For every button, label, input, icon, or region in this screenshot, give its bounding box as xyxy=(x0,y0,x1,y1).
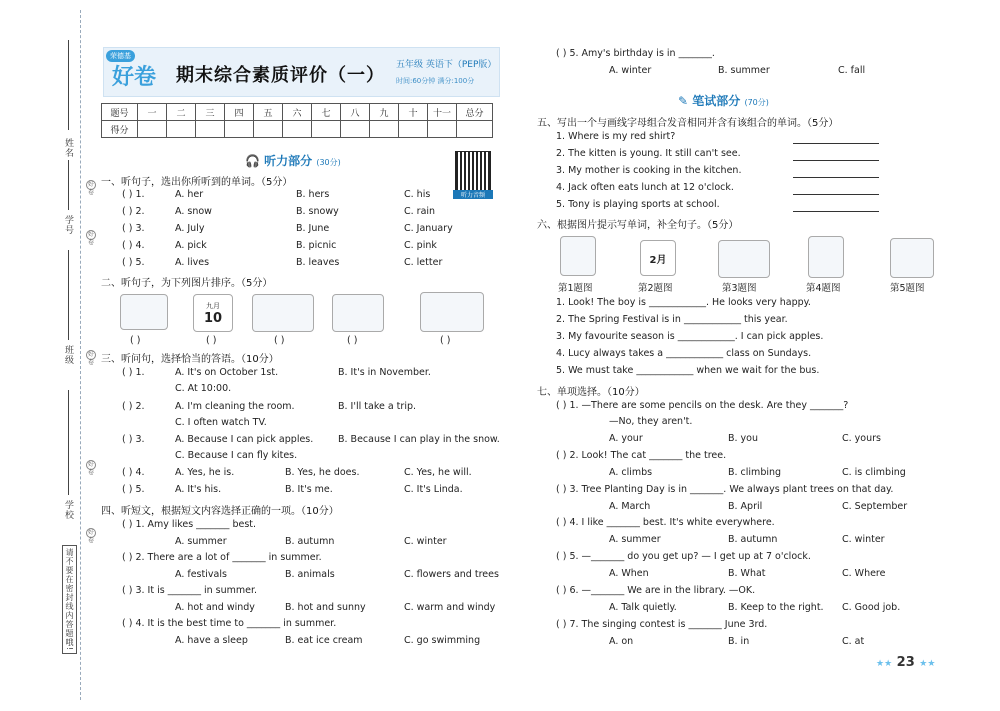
option-c[interactable]: C. It's Linda. xyxy=(404,484,463,495)
table-cell: 十一 xyxy=(428,104,457,121)
option-a[interactable]: A. March xyxy=(609,501,651,512)
option-a[interactable]: A. When xyxy=(609,568,649,579)
option-a[interactable]: A. Yes, he is. xyxy=(175,467,235,478)
option-c[interactable]: C. Because I can fly kites. xyxy=(175,450,298,461)
question-text: 2. The Spring Festival is in ____________ this year. xyxy=(556,314,788,325)
option-c[interactable]: C. letter xyxy=(404,257,443,268)
option-b[interactable]: B. It's in November. xyxy=(338,367,431,378)
listening-section-title: 🎧 听力部分 (30分) xyxy=(245,154,341,168)
seal-mark: 好卷 xyxy=(87,231,94,246)
option-b[interactable]: B. animals xyxy=(285,569,335,580)
question-text: ( ) 4. It is the best time to _______ in summer. xyxy=(122,618,337,629)
question-number[interactable]: ( ) 4. xyxy=(122,467,145,478)
picture-label: 第3题图 xyxy=(722,283,757,294)
option-b[interactable]: B. What xyxy=(728,568,766,579)
question-text: ( ) 1. Amy likes _______ best. xyxy=(122,519,257,530)
option-c[interactable]: C. go swimming xyxy=(404,635,481,646)
option-b[interactable]: B. you xyxy=(728,433,759,444)
answer-line[interactable] xyxy=(793,211,879,212)
option-a[interactable]: A. snow xyxy=(175,206,212,217)
happy-boy-picture xyxy=(560,236,596,276)
option-c[interactable]: C. his xyxy=(404,189,431,200)
binding-strip xyxy=(0,0,100,711)
exam-title: 期末综合素质评价（一） xyxy=(176,65,385,86)
student-id-label: 学号 xyxy=(63,215,73,235)
option-b[interactable]: B. eat ice cream xyxy=(285,635,363,646)
question-text: 3. My mother is cooking in the kitchen. xyxy=(556,165,742,176)
option-c[interactable]: C. Yes, he will. xyxy=(404,467,472,478)
question-text: ( ) 5. Amy's birthday is in _______. xyxy=(556,48,715,59)
pencil-icon: ✎ xyxy=(678,94,689,108)
score-cell[interactable] xyxy=(428,121,457,138)
option-a[interactable]: A. pick xyxy=(175,240,207,251)
option-a[interactable]: A. hot and windy xyxy=(175,602,255,613)
question-text: ( ) 3. It is _______ in summer. xyxy=(122,585,258,596)
picture-label: 第4题图 xyxy=(806,283,841,294)
question-number[interactable]: ( ) 1. xyxy=(122,189,145,200)
option-c[interactable]: C. September xyxy=(842,501,908,512)
question-text: ( ) 6. —_______ We are in the library. —OK. xyxy=(556,585,756,596)
option-c[interactable]: C. fall xyxy=(838,65,866,76)
page-footer xyxy=(876,655,935,670)
option-b[interactable]: B. Keep to the right. xyxy=(728,602,824,613)
option-c[interactable]: C. January xyxy=(404,223,453,234)
table-cell: 四 xyxy=(225,104,254,121)
question-number[interactable]: ( ) 4. xyxy=(122,240,145,251)
score-table-row xyxy=(102,104,493,121)
option-c[interactable]: C. winter xyxy=(404,536,447,547)
qr-label: 听力音频 xyxy=(453,190,493,199)
option-b[interactable]: B. climbing xyxy=(728,467,782,478)
question-number[interactable]: ( ) 3. xyxy=(122,434,145,445)
option-c[interactable]: C. is climbing xyxy=(842,467,906,478)
option-a[interactable]: A. It's his. xyxy=(175,484,222,495)
score-cell[interactable] xyxy=(225,121,254,138)
table-cell: 一 xyxy=(138,104,167,121)
option-c[interactable]: C. flowers and trees xyxy=(404,569,499,580)
star-icon: ★★ xyxy=(876,659,893,669)
question-number[interactable]: ( ) 2. xyxy=(122,206,145,217)
question-text: 2. The kitten is young. It still can't see. xyxy=(556,148,741,159)
option-a[interactable]: A. lives xyxy=(175,257,210,268)
picture-label: 第1题图 xyxy=(558,283,593,294)
question-number[interactable]: ( ) 3. xyxy=(122,223,145,234)
question-number[interactable]: ( ) 5. xyxy=(122,257,145,268)
option-c[interactable]: C. pink xyxy=(404,240,437,251)
question-text: 1. Look! The boy is ____________. He looks very happy. xyxy=(556,297,811,308)
option-a[interactable]: A. festivals xyxy=(175,569,227,580)
option-b[interactable]: B. hers xyxy=(296,189,330,200)
seal-mark: 好卷 xyxy=(87,529,94,544)
headphone-icon: 🎧 xyxy=(245,154,260,168)
score-cell[interactable] xyxy=(399,121,428,138)
score-cell[interactable] xyxy=(370,121,399,138)
question-text: ( ) 7. The singing contest is _______ June 3rd. xyxy=(556,619,768,630)
question-number[interactable]: ( ) 5. xyxy=(122,484,145,495)
option-a[interactable]: A. her xyxy=(175,189,204,200)
section-2-heading: 二、听句子，为下列图片排序。（5分） xyxy=(101,278,273,289)
option-a[interactable]: A. on xyxy=(609,636,634,647)
option-a[interactable]: A. summer xyxy=(175,536,227,547)
seal-mark: 好卷 xyxy=(87,351,94,366)
score-cell[interactable] xyxy=(312,121,341,138)
section-5-heading: 五、写出一个与画线字母组合发音相同并含有该组合的单词。（5分） xyxy=(537,118,839,129)
table-cell: 五 xyxy=(254,104,283,121)
table-cell: 十 xyxy=(399,104,428,121)
writing-section-title: ✎ 笔试部分 (70分) xyxy=(678,94,769,108)
order-bracket[interactable]: ( ) xyxy=(347,335,358,346)
question-text: 3. My favourite season is ____________. I can pick apples. xyxy=(556,331,824,342)
question-text: ( ) 1. —There are some pencils on the desk. Are they _______? xyxy=(556,400,849,411)
february-calendar-picture: 2月 xyxy=(640,240,676,276)
exam-header xyxy=(103,47,500,97)
option-b[interactable]: B. autumn xyxy=(285,536,335,547)
option-c[interactable]: C. rain xyxy=(404,206,436,217)
school-line xyxy=(68,390,69,495)
option-c[interactable]: C. winter xyxy=(842,534,885,545)
option-c[interactable]: C. I often watch TV. xyxy=(175,417,267,428)
option-a[interactable]: A. I'm cleaning the room. xyxy=(175,401,295,412)
option-b[interactable]: B. hot and sunny xyxy=(285,602,366,613)
table-cell: 七 xyxy=(312,104,341,121)
class-label: 班级 xyxy=(63,345,73,365)
star-icon: ★★ xyxy=(919,659,936,669)
question-text: ( ) 2. There are a lot of _______ in summer. xyxy=(122,552,322,563)
seal-mark: 好卷 xyxy=(87,461,94,476)
name-line xyxy=(68,40,69,130)
sleeping-picture xyxy=(420,292,484,332)
question-text-cont: —No, they aren't. xyxy=(609,416,693,427)
score-cell[interactable] xyxy=(138,121,167,138)
qr-code-icon[interactable] xyxy=(455,151,491,191)
answer-line[interactable] xyxy=(793,143,879,144)
option-b[interactable]: B. picnic xyxy=(296,240,337,251)
option-b[interactable]: B. April xyxy=(728,501,763,512)
picture-label: 第2题图 xyxy=(638,283,673,294)
option-b[interactable]: B. It's me. xyxy=(285,484,333,495)
option-c[interactable]: C. Good job. xyxy=(842,602,901,613)
question-text: ( ) 5. —_______ do you get up? — I get up at 7 o'clock. xyxy=(556,551,811,562)
option-b[interactable]: B. I'll take a trip. xyxy=(338,401,417,412)
section-6-heading: 六、根据图片提示写单词，补全句子。（5分） xyxy=(537,220,739,231)
option-c[interactable]: C. At 10:00. xyxy=(175,383,232,394)
section-1-heading: 一、听句子，选出你所听到的单词。（5分） xyxy=(101,177,293,188)
order-bracket[interactable]: ( ) xyxy=(130,335,141,346)
question-number[interactable]: ( ) 2. xyxy=(122,401,145,412)
picnic-picture xyxy=(252,294,314,332)
section-4-heading: 四、听短文，根据短文内容选择正确的一项。（10分） xyxy=(101,506,339,517)
option-b[interactable]: B. snowy xyxy=(296,206,339,217)
option-a[interactable]: A. your xyxy=(609,433,643,444)
score-table xyxy=(101,103,493,138)
question-text: ( ) 4. I like _______ best. It's white everywhere. xyxy=(556,517,775,528)
table-cell: 八 xyxy=(341,104,370,121)
score-table-row xyxy=(102,121,493,138)
order-bracket[interactable]: ( ) xyxy=(274,335,285,346)
question-text: 5. Tony is playing sports at school. xyxy=(556,199,720,210)
question-text: ( ) 3. Tree Planting Day is in _______. We always plant trees on that day. xyxy=(556,484,894,495)
option-c[interactable]: C. Where xyxy=(842,568,886,579)
option-c[interactable]: C. yours xyxy=(842,433,881,444)
score-cell[interactable] xyxy=(196,121,225,138)
option-b[interactable]: B. Because I can play in the snow. xyxy=(338,434,500,445)
score-cell[interactable] xyxy=(457,121,493,138)
option-b[interactable]: B. June xyxy=(296,223,330,234)
dancer-picture xyxy=(808,236,844,278)
question-text: 1. Where is my red shirt? xyxy=(556,131,676,142)
option-b[interactable]: B. leaves xyxy=(296,257,340,268)
question-text: 4. Lucy always takes a ____________ class on Sundays. xyxy=(556,348,812,359)
question-text: 4. Jack often eats lunch at 12 o'clock. xyxy=(556,182,734,193)
option-a[interactable]: A. Because I can pick apples. xyxy=(175,434,314,445)
option-a[interactable]: A. climbs xyxy=(609,467,653,478)
table-cell: 九 xyxy=(370,104,399,121)
score-cell[interactable] xyxy=(341,121,370,138)
table-cell: 题号 xyxy=(102,104,138,121)
brand-logo: 好卷 xyxy=(112,64,157,90)
table-cell: 二 xyxy=(167,104,196,121)
bus-queue-picture xyxy=(890,238,934,278)
score-cell[interactable] xyxy=(167,121,196,138)
score-cell[interactable] xyxy=(254,121,283,138)
picture-label: 第5题图 xyxy=(890,283,925,294)
kids-playing-picture xyxy=(332,294,384,332)
name-label: 姓名 xyxy=(63,138,73,158)
class-line xyxy=(68,250,69,340)
score-cell[interactable] xyxy=(283,121,312,138)
table-cell: 六 xyxy=(283,104,312,121)
answer-line[interactable] xyxy=(793,177,879,178)
section-3-heading: 三、听问句，选择恰当的答语。（10分） xyxy=(101,354,279,365)
section-7-heading: 七、单项选择。（10分） xyxy=(537,387,645,398)
option-a[interactable]: A. Talk quietly. xyxy=(609,602,677,613)
id-line xyxy=(68,160,69,210)
option-a[interactable]: A. summer xyxy=(609,534,661,545)
publisher-tag: 荣德基 xyxy=(106,50,135,62)
option-a[interactable]: A. It's on October 1st. xyxy=(175,367,279,378)
option-a[interactable]: A. July xyxy=(175,223,205,234)
apple-tree-picture xyxy=(718,240,770,278)
option-a[interactable]: A. winter xyxy=(609,65,652,76)
order-bracket[interactable]: ( ) xyxy=(440,335,451,346)
question-text: 5. We must take ____________ when we wait for the bus. xyxy=(556,365,820,376)
question-text: ( ) 2. Look! The cat _______ the tree. xyxy=(556,450,727,461)
option-a[interactable]: A. have a sleep xyxy=(175,635,248,646)
option-b[interactable]: B. summer xyxy=(718,65,770,76)
calendar-picture: 九月 10 xyxy=(193,294,233,332)
seal-mark: 好卷 xyxy=(87,181,94,196)
school-label: 学校 xyxy=(63,500,73,520)
option-b[interactable]: B. in xyxy=(728,636,750,647)
answer-line[interactable] xyxy=(793,160,879,161)
seal-line xyxy=(80,10,81,700)
seal-notice: 请不要在密封线内答题哦! xyxy=(62,545,77,654)
option-c[interactable]: C. warm and windy xyxy=(404,602,496,613)
grade-label: 五年级 英语下（PEP版） xyxy=(396,60,497,70)
time-info: 时间:60分钟 满分:100分 xyxy=(396,77,475,85)
question-number[interactable]: ( ) 1. xyxy=(122,367,145,378)
option-b[interactable]: B. Yes, he does. xyxy=(285,467,360,478)
answer-line[interactable] xyxy=(793,194,879,195)
order-bracket[interactable]: ( ) xyxy=(206,335,217,346)
table-cell: 得分 xyxy=(102,121,138,138)
building-picture xyxy=(120,294,168,330)
option-c[interactable]: C. at xyxy=(842,636,865,647)
option-b[interactable]: B. autumn xyxy=(728,534,778,545)
table-cell: 总分 xyxy=(457,104,493,121)
table-cell: 三 xyxy=(196,104,225,121)
page-number: 23 xyxy=(896,655,915,670)
